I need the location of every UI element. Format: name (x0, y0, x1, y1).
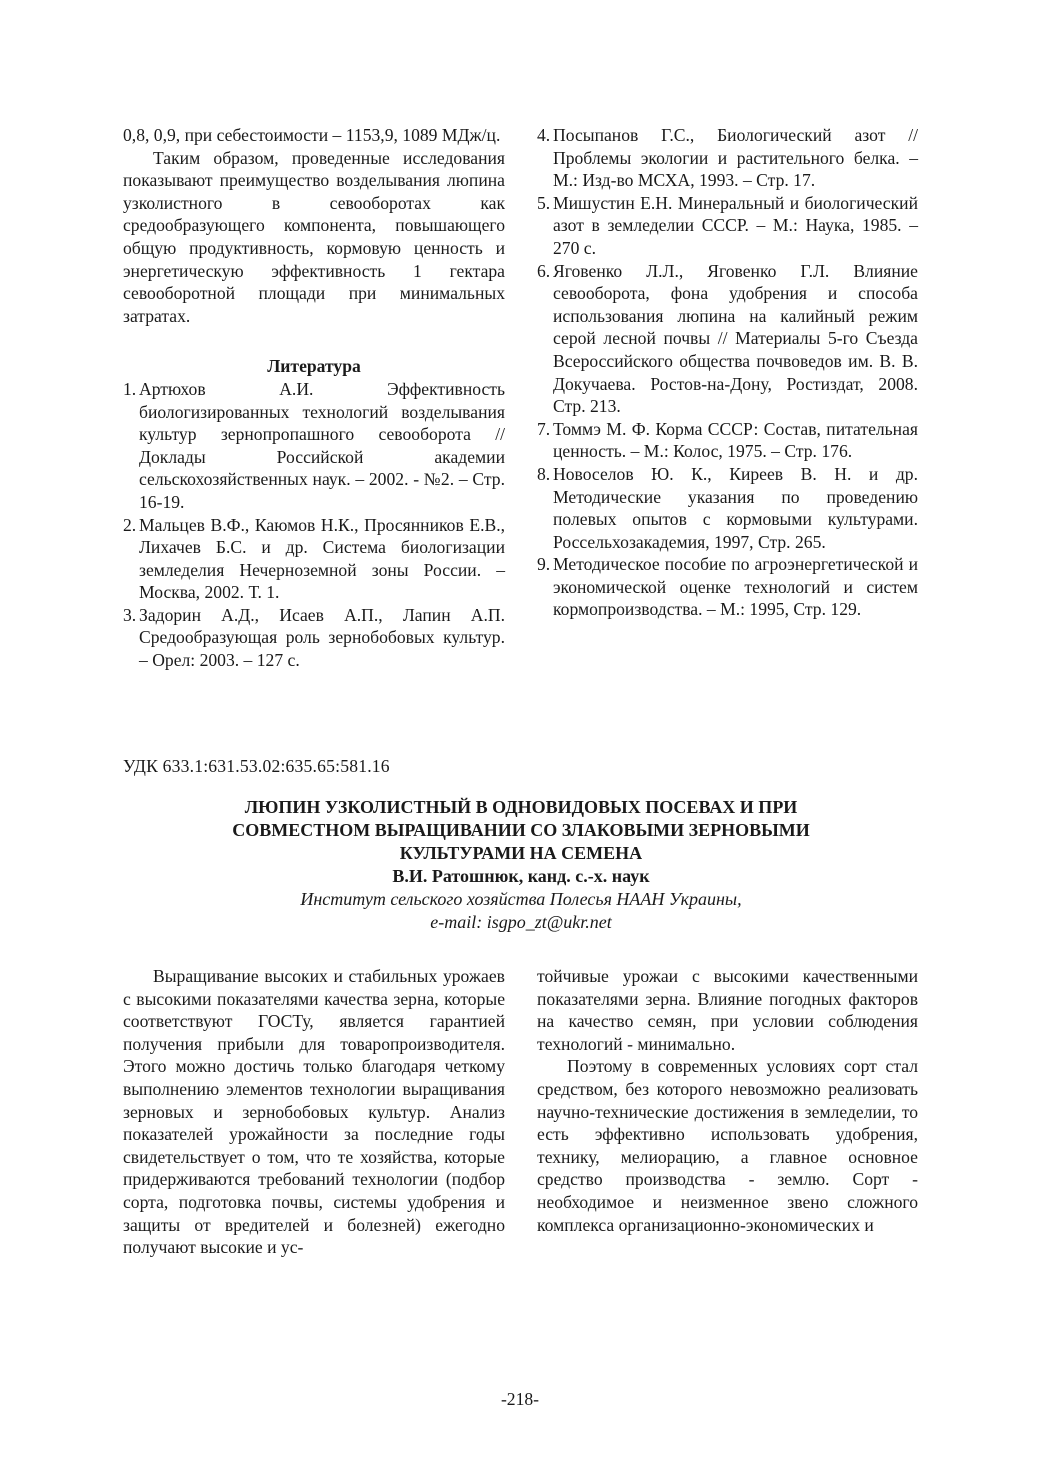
reference-text: Яговенко Л.Л., Яговенко Г.Л. Влияние севооборота, фона удобрения и способа использования люпина на калийный режим серой лесной почвы // Материалы 5-го Съезда Всероссийского общества почвоведов им. В. В. Докучаева. Ростов-на-Дону, Ростиздат, 2008. Стр. 213. (553, 260, 918, 417)
reference-number: 3. (123, 604, 137, 625)
reference-text: Мальцев В.Ф., Каюмов Н.К., Просянников Е.В., Лихачев Б.С. и др. Система биологизации земледелия Нечерноземной зоны России. – Москва, 2002. Т. 1. (139, 514, 505, 603)
reference-text: Артюхов А.И. Эффективность биологизированных технологий возделывания культур зернопропашного севооборота // Доклады Российской академии сельскохозяйственных наук. – 2002. - №2. – Стр. 16-19. (139, 378, 505, 512)
title-line: СОВМЕСТНОМ ВЫРАЩИВАНИИ СО ЗЛАКОВЫМИ ЗЕРНОВЫМИ (232, 820, 810, 840)
body-paragraph-continued: тойчивые урожаи с высокими качественными показателями зерна. Влияние погодных факторов на качество семян, при условии соблюдения технологий - минимально. (537, 966, 918, 1054)
article-header (123, 796, 919, 934)
reference-number: 4. (537, 125, 551, 145)
title-line: ЛЮПИН УЗКОЛИСТНЫЙ В ОДНОВИДОВЫХ ПОСЕВАХ И ПРИ (244, 797, 798, 817)
conclusion-paragraph: Таким образом, проведенные исследования показывают преимущество возделывания люпина узколистного в севооборотах как средообразующего компонента, повышающего общую продуктивность, кормовую ценность и энергетическую эффективность 1 гектара севооборотной площади при минимальных затратах. (123, 147, 505, 326)
reference-item (537, 192, 918, 260)
article-title (123, 796, 919, 865)
article-institution: Институт сельского хозяйства Полесья НААН Украины, (300, 889, 742, 909)
body-left-column (123, 965, 505, 1259)
body-paragraph: Выращивание высоких и стабильных урожаев с высокими показателями качества зерна, которые соответствуют ГОСТу, является гарантией получения прибыли для товаропроизводителя. Этого можно достичь только благодаря четкому выполнению элементов технологии выращивания зерновых и зернобобовых культур. Анализ показателей урожайности за последние годы свидетельствует о том, что те хозяйства, которые придерживаются требований технологии (подбор сорта, подготовка почвы, системы удобрения и защиты от вредителей и болезней) ежегодно получают высокие и ус- (123, 966, 505, 1258)
reference-item (537, 124, 918, 192)
reference-item (123, 604, 505, 672)
top-right-column (537, 124, 918, 621)
reference-item (537, 260, 918, 418)
article-email: e-mail: isgpo_zt@ukr.net (430, 912, 612, 932)
reference-text: Томмэ М. Ф. Корма СССР: Состав, питательная ценность. – М.: Колос, 1975. – Стр. 176. (553, 418, 918, 462)
reference-list-part-2 (537, 124, 918, 621)
reference-number: 1. (123, 378, 137, 399)
reference-item (537, 418, 918, 463)
reference-text: Новоселов Ю. К., Киреев В. Н. и др. Методические указания по проведению полевых опытов с кормовыми культурами. Россельхозакадемия, 1997, Стр. 265. (553, 463, 918, 552)
reference-number: 2. (123, 514, 137, 535)
conclusion-fragment: 0,8, 0,9, при себестоимости – 1153,9, 1089 МДж/ц. (123, 125, 501, 145)
reference-number: 8. (537, 463, 551, 484)
literature-heading: Литература (267, 356, 361, 377)
reference-number: 9. (537, 554, 551, 575)
reference-item (537, 553, 918, 621)
reference-item (123, 514, 505, 604)
top-left-column (123, 124, 505, 672)
body-right-column (537, 965, 918, 1236)
reference-text: Методическое пособие по агроэнергетической и экономической оценке технологий и систем кормопроизводства. – М.: 1995, Стр. 129. (553, 554, 918, 620)
udk-code: УДК 633.1:631.53.02:635.65:581.16 (123, 756, 390, 776)
body-paragraph: Поэтому в современных условиях сорт стал средством, без которого невозможно реализовать научно-технические достижения в земледелии, то есть эффективно использовать удобрения, технику, мелиорацию, а главное основное средство производства - землю. Сорт - необходимое и неизменное звено сложного комплекса организационно-экономических и (537, 1056, 918, 1235)
reference-number: 6. (537, 260, 551, 281)
reference-number: 7. (537, 418, 551, 439)
reference-number: 5. (537, 192, 551, 213)
reference-list-part-1 (123, 378, 505, 672)
page-number: -218- (500, 1389, 540, 1409)
reference-item (537, 463, 918, 553)
reference-text: Мишустин Е.Н. Минеральный и биологический азот в земледелии СССР. – М.: Наука, 1985. – 270 с. (553, 192, 918, 258)
reference-item (123, 378, 505, 514)
reference-text: Посыпанов Г.С., Биологический азот //Проблемы экологии и растительного белка. – М.: Изд-во МСХА, 1993. – Стр. 17. (553, 125, 918, 191)
article-author: В.И. Ратошнюк, канд. с.-х. наук (392, 866, 650, 886)
reference-text: Задорин А.Д., Исаев А.П., Лапин А.П. Средообразующая роль зернобобовых культур. – Орел: 2003. – 127 с. (139, 604, 505, 671)
title-line: КУЛЬТУРАМИ НА СЕМЕНА (399, 843, 643, 863)
